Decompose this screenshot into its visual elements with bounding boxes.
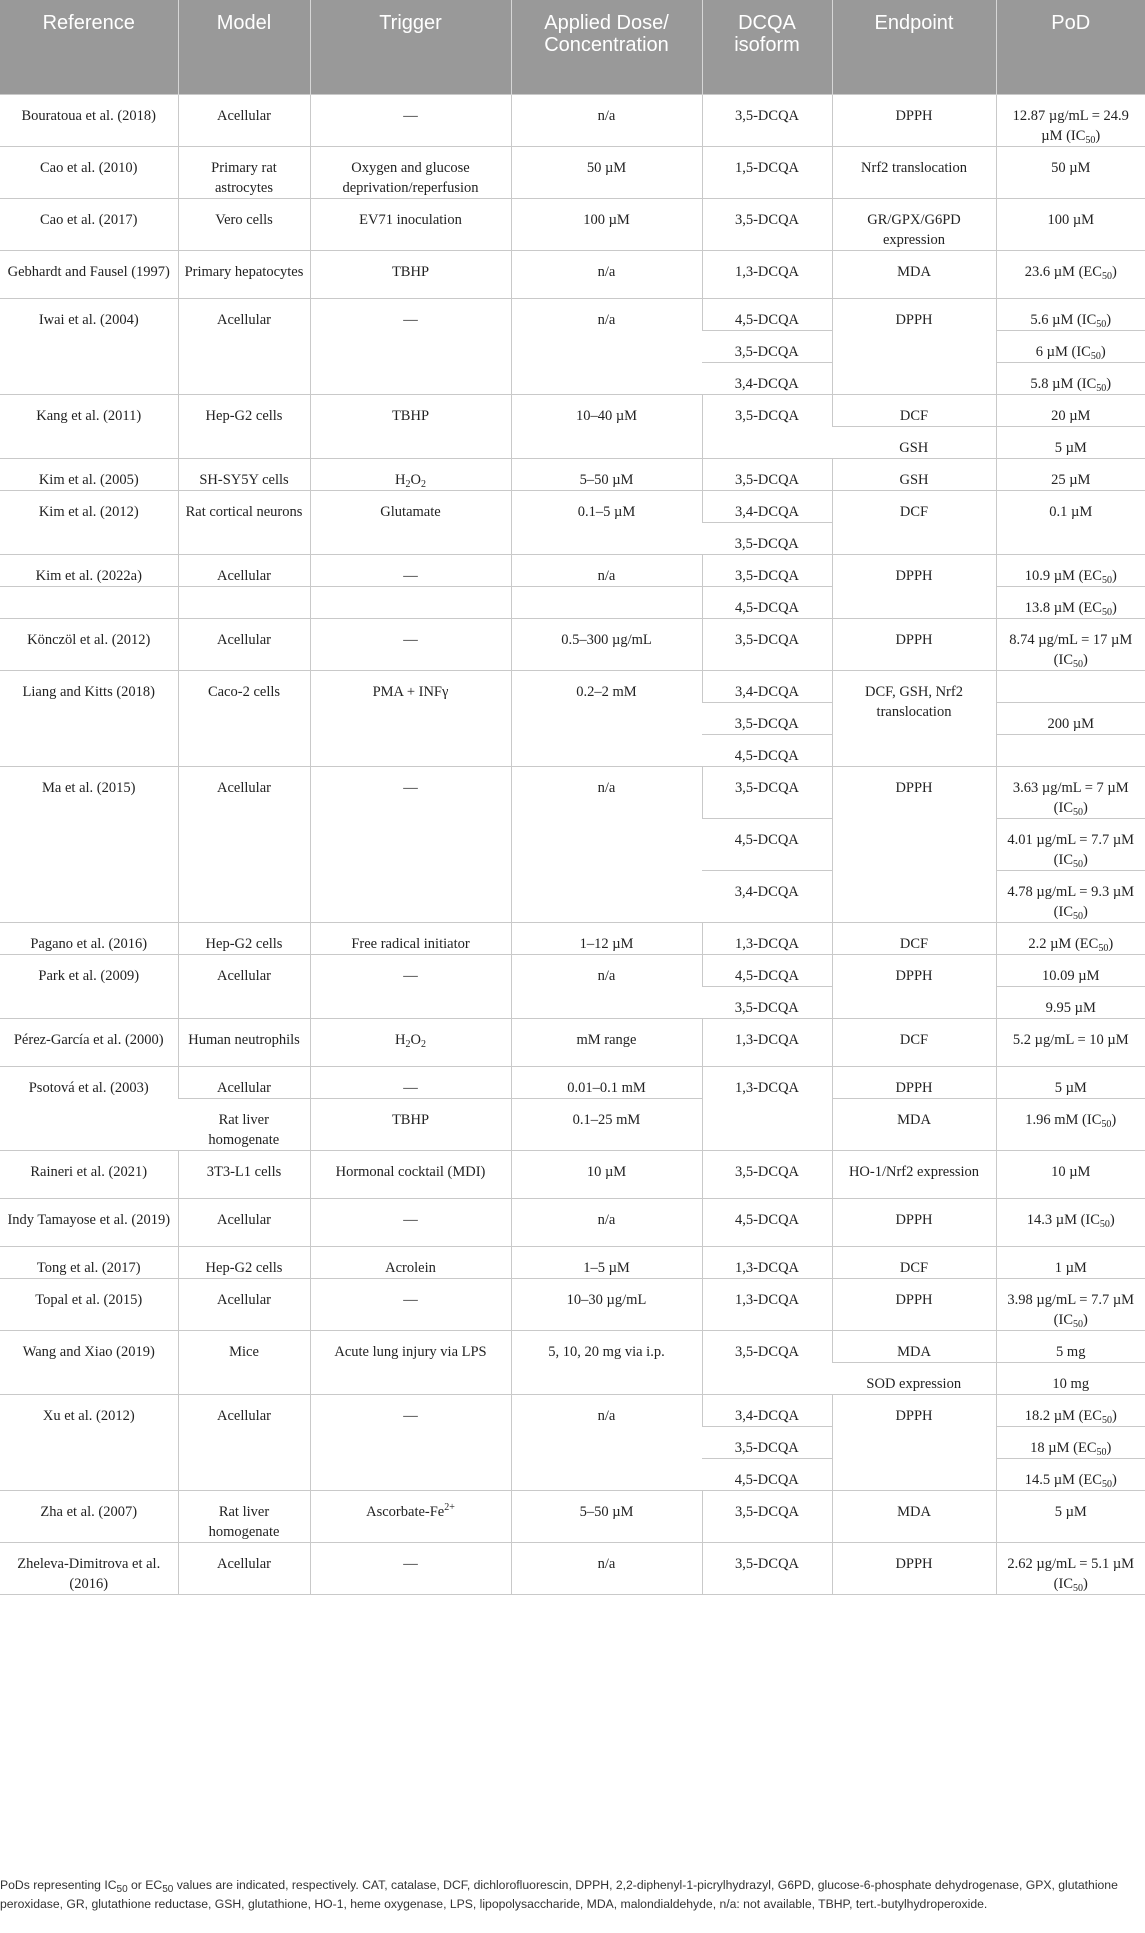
cell-reference: Bouratoua et al. (2018) [0, 94, 178, 146]
cell-trigger: — [310, 554, 511, 586]
cell-model: Acellular [178, 1278, 310, 1330]
footnote-suffix: values are indicated, respectively. CAT, catalase, DCF, dichlorofluorescin, DPPH, 2,2-diphenyl-1-picrylhydrazyl, G6PD, glucose-6-phosphate dehydrogenase, GPX, glutathione peroxidase, GR, glutathione reductase, GSH, glutathione, HO-1, heme oxygenase, LPS, lipopolysaccharide, MDA, malondialdehyde, n/a: not available, TBHP, tert.-butylhydroperoxide. [0, 1878, 1118, 1911]
cell-dose: 10 µM [511, 1150, 702, 1198]
cell-dose [511, 586, 702, 618]
cell-dose: 10–40 µM [511, 394, 702, 458]
cell-isoform: 3,5-DCQA [702, 522, 832, 554]
cell-pod: 5.2 µg/mL = 10 µM [996, 1018, 1145, 1066]
subscript: 50 [1101, 270, 1112, 282]
cell-dose: n/a [511, 1198, 702, 1246]
subscript: 50 [1096, 318, 1107, 330]
cell-isoform: 3,5-DCQA [702, 458, 832, 490]
cell-trigger: Glutamate [310, 490, 511, 554]
cell-reference: Zha et al. (2007) [0, 1490, 178, 1542]
cell-trigger: — [310, 298, 511, 394]
cell-pod: 5 mg [996, 1330, 1145, 1362]
cell-trigger: Oxygen and glucose deprivation/reperfusion [310, 146, 511, 198]
footnote-mid: or EC [127, 1878, 163, 1892]
cell-dose: 0.5–300 µg/mL [511, 618, 702, 670]
cell-endpoint: DCF [832, 1018, 996, 1066]
cell-trigger: TBHP [310, 1098, 511, 1150]
subscript: 50 [1073, 1318, 1083, 1330]
cell-isoform: 3,4-DCQA [702, 1394, 832, 1426]
cell-endpoint: MDA [832, 1330, 996, 1362]
cell-isoform: 3,5-DCQA [702, 330, 832, 362]
cell-trigger: Free radical initiator [310, 922, 511, 954]
cell-pod: 0.1 µM [996, 490, 1145, 554]
cell-trigger: Acrolein [310, 1246, 511, 1278]
column-header-model: Model [178, 0, 310, 94]
cell-dose: 100 µM [511, 198, 702, 250]
cell-endpoint: DPPH [832, 1278, 996, 1330]
cell-trigger: — [310, 1278, 511, 1330]
cell-reference: Ma et al. (2015) [0, 766, 178, 922]
column-header-pod: PoD [996, 0, 1145, 94]
subscript: 50 [1073, 806, 1083, 818]
cell-model: Acellular [178, 1198, 310, 1246]
cell-reference [0, 586, 178, 618]
cell-model: Vero cells [178, 198, 310, 250]
subscript: 50 [1073, 658, 1083, 670]
column-header-reference: Reference [42, 12, 135, 34]
cell-model [178, 586, 310, 618]
cell-isoform: 1,3-DCQA [702, 1066, 832, 1150]
subscript: 50 [1098, 942, 1109, 954]
cell-pod: 8.74 µg/mL = 17 µM $(IC_{50})$ [996, 618, 1145, 670]
cell-trigger: — [310, 1066, 511, 1098]
table-row [0, 198, 1145, 250]
cell-isoform: 3,5-DCQA [702, 1490, 832, 1542]
cell-endpoint: DPPH [832, 298, 996, 394]
table-row [0, 1018, 1145, 1066]
cell-endpoint: DPPH [832, 954, 996, 1018]
cell-reference: Zheleva-Dimitrova et al. (2016) [0, 1542, 178, 1594]
cell-endpoint: DPPH [832, 1394, 996, 1490]
cell-isoform: 3,5-DCQA [702, 1330, 832, 1394]
cell-pod: 14.5 µM $(EC_{50})$ [996, 1458, 1145, 1490]
cell-reference: Cao et al. (2010) [0, 146, 178, 198]
cell-reference: Psotová et al. (2003) [0, 1066, 178, 1150]
cell-pod: 200 µM [996, 702, 1145, 734]
cell-isoform: 4,5-DCQA [702, 818, 832, 870]
cell-endpoint: DCF [832, 1246, 996, 1278]
cell-pod: 18.2 µM $(EC_{50})$ [996, 1394, 1145, 1426]
cell-endpoint: MDA [832, 1490, 996, 1542]
cell-model: 3T3-L1 cells [178, 1150, 310, 1198]
cell-reference: Cao et al. (2017) [0, 198, 178, 250]
cell-model: Primary hepatocytes [178, 250, 310, 298]
cell-endpoint: SOD expression [832, 1362, 996, 1394]
cell-isoform: 4,5-DCQA [702, 1198, 832, 1246]
cell-dose: mM range [511, 1018, 702, 1066]
table-row [0, 1330, 1145, 1362]
table-row [0, 922, 1145, 954]
table-row [0, 1246, 1145, 1278]
subscript: 50 [1085, 134, 1096, 146]
subscript: 50 [1101, 606, 1112, 618]
cell-pod: 5.8 µM $(IC_{50})$ [996, 362, 1145, 394]
footnote-subscript-ic: 50 [116, 1884, 128, 1895]
cell-pod: 6 µM $(IC_{50})$ [996, 330, 1145, 362]
table-row [0, 554, 1145, 586]
cell-isoform: 3,4-DCQA [702, 362, 832, 394]
cell-model: Hep-G2 cells [178, 922, 310, 954]
table-row [0, 94, 1145, 146]
cell-model: Mice [178, 1330, 310, 1394]
cell-reference: Pérez-García et al. (2000) [0, 1018, 178, 1066]
cell-reference: Raineri et al. (2021) [0, 1150, 178, 1198]
cell-trigger: — [310, 1394, 511, 1490]
cell-dose: 5–50 µM [511, 458, 702, 490]
cell-isoform: 1,3-DCQA [702, 1018, 832, 1066]
column-header-dose: Applied Dose/ Concentration [511, 0, 702, 94]
cell-endpoint: GR/GPX/G6PD expression [832, 198, 996, 250]
cell-isoform: 3,4-DCQA [702, 870, 832, 922]
cell-reference: Könczöl et al. (2012) [0, 618, 178, 670]
cell-dose: n/a [511, 94, 702, 146]
cell-model: Caco-2 cells [178, 670, 310, 766]
cell-reference: Xu et al. (2012) [0, 1394, 178, 1490]
cell-dose: 0.1–25 mM [511, 1098, 702, 1150]
cell-model: Acellular [178, 554, 310, 586]
cell-isoform: 3,5-DCQA [702, 986, 832, 1018]
cell-pod: 9.95 µM [996, 986, 1145, 1018]
table-row [0, 1542, 1145, 1594]
cell-trigger: — [310, 1198, 511, 1246]
table-row [0, 1490, 1145, 1542]
cell-trigger: Acute lung injury via LPS [310, 1330, 511, 1394]
cell-dose: 5, 10, 20 mg via i.p. [511, 1330, 702, 1394]
cell-isoform: 3,5-DCQA [702, 618, 832, 670]
table-header [0, 0, 1145, 94]
cell-endpoint: Nrf2 translocation [832, 146, 996, 198]
subscript: 2 [405, 1038, 411, 1050]
cell-trigger: EV71 inoculation [310, 198, 511, 250]
cell-dose: 0.2–2 mM [511, 670, 702, 766]
cell-endpoint: DCF [832, 394, 996, 426]
cell-pod: 100 µM [996, 198, 1145, 250]
cell-model: Acellular [178, 1066, 310, 1098]
cell-isoform: 1,3-DCQA [702, 1246, 832, 1278]
cell-reference: Wang and Xiao (2019) [0, 1330, 178, 1394]
cell-endpoint: GSH [832, 426, 996, 458]
cell-reference: Indy Tamayose et al. (2019) [0, 1198, 178, 1246]
cell-reference: Topal et al. (2015) [0, 1278, 178, 1330]
cell-reference: Kim et al. (2005) [0, 458, 178, 490]
cell-isoform: 3,5-DCQA [702, 1150, 832, 1198]
cell-trigger: $H_2O_2$ [310, 1018, 511, 1066]
cell-pod: 2.2 µM $(EC_{50})$ [996, 922, 1145, 954]
cell-endpoint: DPPH [832, 94, 996, 146]
table-row [0, 146, 1145, 198]
cell-isoform: 4,5-DCQA [702, 954, 832, 986]
table-row [0, 1278, 1145, 1330]
cell-model: Rat liver homogenate [178, 1490, 310, 1542]
cell-dose: 5–50 µM [511, 1490, 702, 1542]
cell-dose: n/a [511, 766, 702, 922]
column-header-trigger: Trigger [310, 0, 511, 94]
cell-dose: 0.1–5 µM [511, 490, 702, 554]
cell-dose: n/a [511, 1394, 702, 1490]
cell-dose: 0.01–0.1 mM [511, 1066, 702, 1098]
cell-reference: Iwai et al. (2004) [0, 298, 178, 394]
cell-trigger [310, 586, 511, 618]
cell-model: Acellular [178, 954, 310, 1018]
cell-endpoint: MDA [832, 250, 996, 298]
cell-endpoint: DPPH [832, 1066, 996, 1098]
cell-trigger: TBHP [310, 250, 511, 298]
cell-pod: 13.8 µM $(EC_{50})$ [996, 586, 1145, 618]
cell-pod: 4.01 µg/mL = 7.7 µM $(IC_{50})$ [996, 818, 1145, 870]
cell-pod [996, 670, 1145, 702]
subscript: 50 [1073, 1582, 1083, 1594]
table-row [0, 458, 1145, 490]
cell-pod: 5 µM [996, 1066, 1145, 1098]
cell-endpoint: DPPH [832, 766, 996, 922]
cell-reference: Liang and Kitts (2018) [0, 670, 178, 766]
column-header-isoform: DCQA isoform [702, 0, 832, 94]
table-row [0, 250, 1145, 298]
subscript: 50 [1101, 1414, 1112, 1426]
cell-isoform: 1,3-DCQA [702, 1278, 832, 1330]
cell-reference: Kim et al. (2022a) [0, 554, 178, 586]
cell-trigger: TBHP [310, 394, 511, 458]
cell-isoform: 3,4-DCQA [702, 490, 832, 522]
cell-dose: 10–30 µg/mL [511, 1278, 702, 1330]
cell-endpoint: DCF, GSH, Nrf2 translocation [832, 670, 996, 766]
table-row [0, 1198, 1145, 1246]
cell-model: Hep-G2 cells [178, 1246, 310, 1278]
cell-model: Acellular [178, 1394, 310, 1490]
table-row [0, 1394, 1145, 1426]
cell-model: Acellular [178, 94, 310, 146]
subscript: 2 [420, 1038, 426, 1050]
subscript: 50 [1073, 858, 1083, 870]
cell-reference: Park et al. (2009) [0, 954, 178, 1018]
header-row [0, 0, 1145, 94]
cell-isoform: 3,4-DCQA [702, 670, 832, 702]
superscript: 2+ [444, 1501, 455, 1513]
cell-pod: 3.98 µg/mL = 7.7 µM $(IC_{50})$ [996, 1278, 1145, 1330]
cell-endpoint: HO-1/Nrf2 expression [832, 1150, 996, 1198]
cell-reference: Gebhardt and Fausel (1997) [0, 250, 178, 298]
cell-isoform: 1,3-DCQA [702, 250, 832, 298]
cell-trigger: — [310, 1542, 511, 1594]
cell-isoform: 1,3-DCQA [702, 922, 832, 954]
cell-isoform: 4,5-DCQA [702, 1458, 832, 1490]
table-row [0, 1150, 1145, 1198]
subscript: 50 [1096, 382, 1107, 394]
cell-dose: n/a [511, 298, 702, 394]
cell-isoform: 3,5-DCQA [702, 94, 832, 146]
table-row [0, 1066, 1145, 1098]
cell-dose: n/a [511, 554, 702, 586]
cell-isoform: 4,5-DCQA [702, 586, 832, 618]
cell-dose: n/a [511, 1542, 702, 1594]
cell-endpoint: DPPH [832, 554, 996, 618]
cell-isoform: 3,5-DCQA [702, 1426, 832, 1458]
cell-pod [996, 734, 1145, 766]
cell-model: Acellular [178, 766, 310, 922]
cell-isoform: 3,5-DCQA [702, 766, 832, 818]
cell-pod: 23.6 µM $(EC_{50})$ [996, 250, 1145, 298]
cell-endpoint: DCF [832, 922, 996, 954]
cell-pod: 2.62 µg/mL = 5.1 µM $(IC_{50})$ [996, 1542, 1145, 1594]
cell-dose: 1–5 µM [511, 1246, 702, 1278]
subscript: 50 [1090, 350, 1101, 362]
footnote-prefix: PoDs representing IC [0, 1878, 117, 1892]
cell-pod: 5 µM [996, 1490, 1145, 1542]
cell-trigger: — [310, 618, 511, 670]
cell-model: SH-SY5Y cells [178, 458, 310, 490]
cell-endpoint: MDA [832, 1098, 996, 1150]
cell-trigger: Hormonal cocktail (MDI) [310, 1150, 511, 1198]
subscript: 50 [1101, 1478, 1112, 1490]
cell-endpoint: DPPH [832, 1542, 996, 1594]
cell-pod: 5 µM [996, 426, 1145, 458]
table-footnote [0, 1876, 1140, 1914]
cell-isoform: 3,5-DCQA [702, 198, 832, 250]
cell-isoform: 3,5-DCQA [702, 554, 832, 586]
cell-model: Acellular [178, 1542, 310, 1594]
cell-pod: 1 µM [996, 1246, 1145, 1278]
column-header-endpoint: Endpoint [832, 0, 996, 94]
cell-trigger: $H_2O_2$ [310, 458, 511, 490]
table-row [0, 954, 1145, 986]
cell-reference: Pagano et al. (2016) [0, 922, 178, 954]
cell-pod: 10 µM [996, 1150, 1145, 1198]
cell-isoform: 1,5-DCQA [702, 146, 832, 198]
cell-isoform: 3,5-DCQA [702, 702, 832, 734]
table-row [0, 766, 1145, 818]
cell-isoform: 4,5-DCQA [702, 298, 832, 330]
table-row [0, 670, 1145, 702]
cell-trigger: — [310, 766, 511, 922]
cell-pod: 25 µM [996, 458, 1145, 490]
subscript: 50 [1101, 574, 1112, 586]
cell-pod: 5.6 µM $(IC_{50})$ [996, 298, 1145, 330]
cell-trigger: — [310, 94, 511, 146]
cell-trigger: — [310, 954, 511, 1018]
cell-endpoint: DPPH [832, 618, 996, 670]
cell-isoform: 3,5-DCQA [702, 394, 832, 458]
cell-model: Acellular [178, 298, 310, 394]
cell-dose: n/a [511, 954, 702, 1018]
subscript: 50 [1099, 1218, 1110, 1230]
cell-pod: 4.78 µg/mL = 9.3 µM $(IC_{50})$ [996, 870, 1145, 922]
cell-trigger: Ascorbate-$Fe^{2+}$ [310, 1490, 511, 1542]
cell-model: Rat liver homogenate [178, 1098, 310, 1150]
cell-reference: Kim et al. (2012) [0, 490, 178, 554]
table-row [0, 298, 1145, 330]
cell-model: Acellular [178, 618, 310, 670]
cell-pod: 12.87 µg/mL = 24.9 µM $(IC_{50})$ [996, 94, 1145, 146]
cell-pod: 10.9 µM $(EC_{50})$ [996, 554, 1145, 586]
table-row [0, 618, 1145, 670]
cell-reference: Tong et al. (2017) [0, 1246, 178, 1278]
cell-model: Human neutrophils [178, 1018, 310, 1066]
table-row [0, 490, 1145, 522]
table-body [0, 94, 1145, 1594]
subscript: 2 [405, 478, 411, 490]
cell-endpoint: DCF [832, 490, 996, 554]
cell-endpoint: DPPH [832, 1198, 996, 1246]
subscript: 50 [1096, 1446, 1107, 1458]
cell-pod: 10 mg [996, 1362, 1145, 1394]
cell-pod: 10.09 µM [996, 954, 1145, 986]
cell-reference: Kang et al. (2011) [0, 394, 178, 458]
cell-trigger: PMA + INFγ [310, 670, 511, 766]
cell-dose: 1–12 µM [511, 922, 702, 954]
cell-pod: 18 µM $(EC_{50})$ [996, 1426, 1145, 1458]
footnote-subscript-ec: 50 [162, 1884, 174, 1895]
cell-isoform: 3,5-DCQA [702, 1542, 832, 1594]
cell-model: Rat cortical neurons [178, 490, 310, 554]
cell-pod: 50 µM [996, 146, 1145, 198]
cell-endpoint: GSH [832, 458, 996, 490]
subscript: 2 [420, 478, 426, 490]
cell-model: Hep-G2 cells [178, 394, 310, 458]
cell-pod: 1.96 mM $(IC_{50})$ [996, 1098, 1145, 1150]
cell-dose: 50 µM [511, 146, 702, 198]
cell-dose: n/a [511, 250, 702, 298]
table-row [0, 394, 1145, 426]
cell-pod: 3.63 µg/mL = 7 µM $(IC_{50})$ [996, 766, 1145, 818]
cell-model: Primary rat astrocytes [178, 146, 310, 198]
cell-pod: 20 µM [996, 394, 1145, 426]
cell-isoform: 4,5-DCQA [702, 734, 832, 766]
cell-pod: 14.3 µM $(IC_{50})$ [996, 1198, 1145, 1246]
subscript: 50 [1101, 1118, 1112, 1130]
subscript: 50 [1073, 910, 1083, 922]
